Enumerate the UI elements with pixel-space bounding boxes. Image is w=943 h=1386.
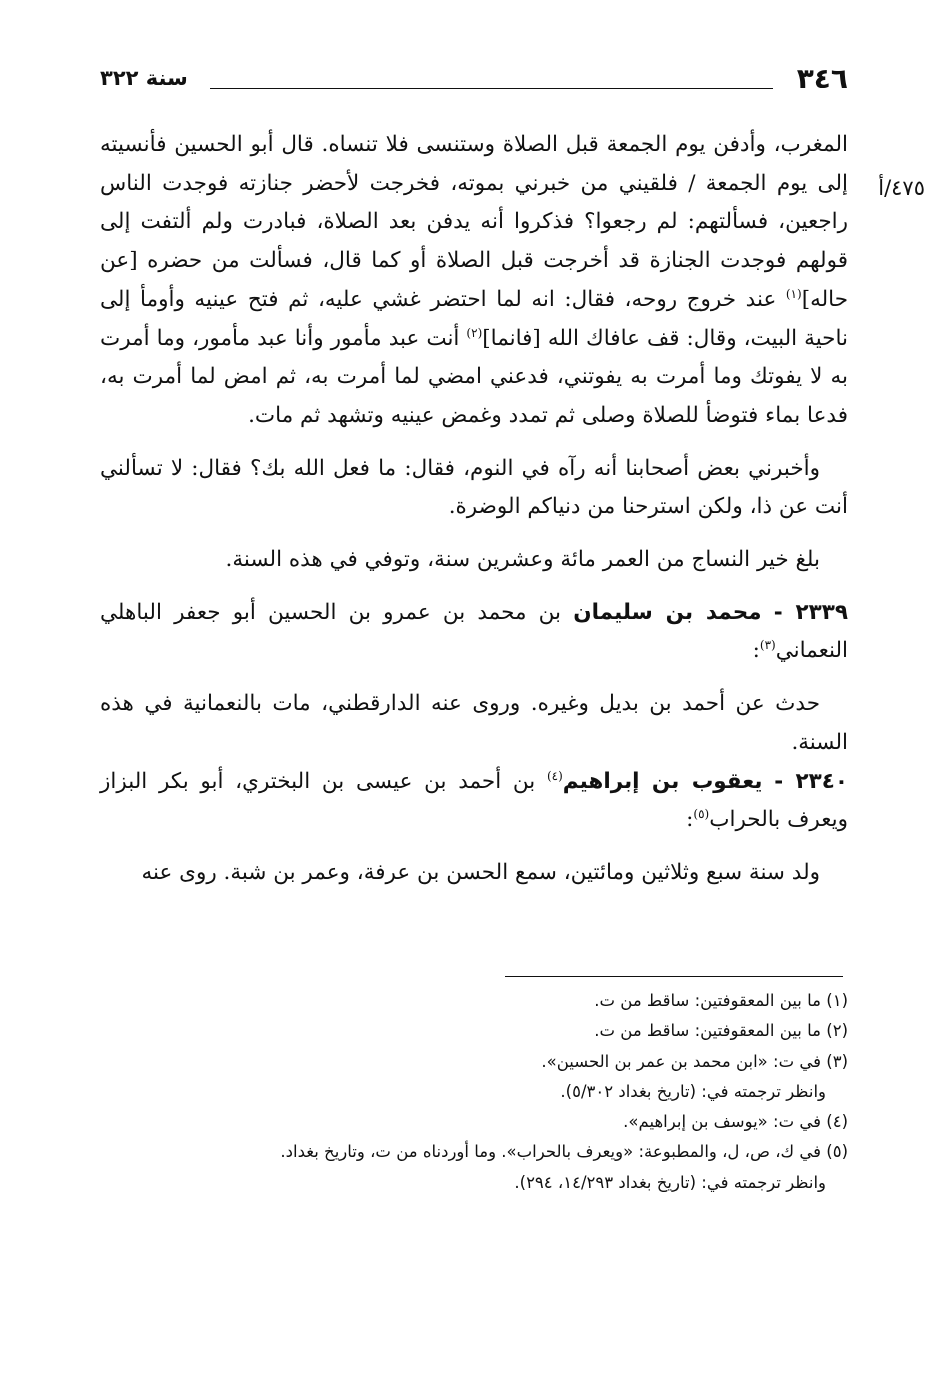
manuscript-folio-note: ٤٧٥/أ	[878, 176, 925, 200]
biography-entry-2340	[100, 763, 848, 840]
main-text	[100, 126, 848, 893]
paragraph-text: المغرب، وأدفن يوم الجمعة قبل الصلاة وستنسى فلا تنساه. قال أبو الحسين فأنسيته إلى يوم الجمعة / فلقيني من خبرني بموته، فخرجت لأحضر جنازته فوجدت الناس راجعين، فسألتهم: لم رجعوا؟ فذكروا أنه يدفن بعد الصلاة، فبادرت ولم ألتفت إلى قولهم فوجدت الجنازة قد أخرجت قبل الصلاة أو كما قال، فسألت من حضره [عن حاله]	[100, 132, 848, 312]
paragraph-text: أنت عبد مأمور وأنا عبد مأمور، وما أمرت به لا يفوتك وما أمرت به يفوتني، فدعني امضي لما أمرت به، ثم امض لما أمرت به، فدعا بماء فتوضأ للصلاة وصلى ثم تمدد وغمض عينيه وتشهد ثم مات.	[100, 325, 848, 428]
paragraph-3: بلغ خير النساج من العمر مائة وعشرين سنة، وتوفي في هذه السنة.	[225, 547, 820, 573]
entry-colon: :	[752, 638, 760, 664]
page-header	[100, 62, 848, 102]
page-number: ٣٤٦	[796, 62, 848, 95]
paragraph-1	[100, 126, 848, 436]
footnote-3-continuation: وانظر ترجمته في: (تاريخ بغداد ٥/٣٠٢).	[560, 1081, 826, 1101]
entry-number: ٢٣٤٠ -	[774, 768, 848, 794]
entry-text: بن محمد بن عمرو بن الحسين أبو جعفر الباهلي النعماني	[100, 599, 848, 664]
entry-number: ٢٣٣٩ -	[773, 599, 848, 625]
entry-colon: :	[686, 807, 694, 833]
header-rule	[210, 88, 773, 89]
footnote-5: (٥) في ك، ص، ل، والمطبوعة: «ويعرف بالحراب». وما أوردناه من ت، وتاريخ بغداد.	[280, 1142, 848, 1162]
paragraph-5: ولد سنة سبع وثلاثين ومائتين، سمع الحسن بن عرفة، وعمر بن شبة. روى عنه	[141, 859, 820, 885]
entry-name: يعقوب بن إبراهيم	[562, 768, 763, 794]
footnotes	[100, 986, 848, 1198]
footnote-ref-2: (٢)	[466, 325, 483, 340]
footnote-ref-3: (٣)	[759, 638, 776, 653]
footnote-1: (١) ما بين المعقوفتين: ساقط من ت.	[594, 991, 848, 1010]
footnote-ref-4: (٤)	[546, 768, 563, 783]
footnote-4: (٤) في ت: «يوسف بن إبراهيم».	[623, 1112, 848, 1132]
paragraph-text: عند خروج روحه، فقال: انه لما احتضر غشي عليه، ثم فتح عينيه وأومأ إلى ناحية البيت، وقال: قف عافاك الله [فانما]	[100, 286, 849, 351]
footnote-ref-1: (١)	[785, 286, 802, 301]
running-head: سنة ٣٢٢	[100, 66, 188, 90]
footnote-2: (٢) ما بين المعقوفتين: ساقط من ت.	[594, 1021, 848, 1041]
entry-text: بن أحمد بن عيسى بن البختري، أبو بكر البزاز ويعرف بالحراب	[100, 768, 848, 833]
footnote-rule	[505, 976, 843, 977]
footnote-5-continuation: وانظر ترجمته في: (تاريخ بغداد ١٤/٢٩٣، ٢٩٤).	[514, 1172, 826, 1192]
biography-entry-2339	[100, 594, 848, 671]
footnote-3: (٣) في ت: «ابن محمد بن عمر بن الحسين».	[541, 1051, 848, 1071]
paragraph-2: وأخبرني بعض أصحابنا أنه رآه في النوم، فقال: ما فعل الله بك؟ فقال: لا تسألني أنت عن ذا، ولكن استرحنا من دنياكم الوضرة.	[100, 455, 848, 520]
paragraph-4: حدث عن أحمد بن بديل وغيره. وروى عنه الدارقطني، مات بالنعمانية في هذه السنة.	[100, 691, 848, 755]
entry-name: محمد بن سليمان	[573, 599, 762, 625]
footnote-ref-5: (٥)	[693, 807, 710, 822]
